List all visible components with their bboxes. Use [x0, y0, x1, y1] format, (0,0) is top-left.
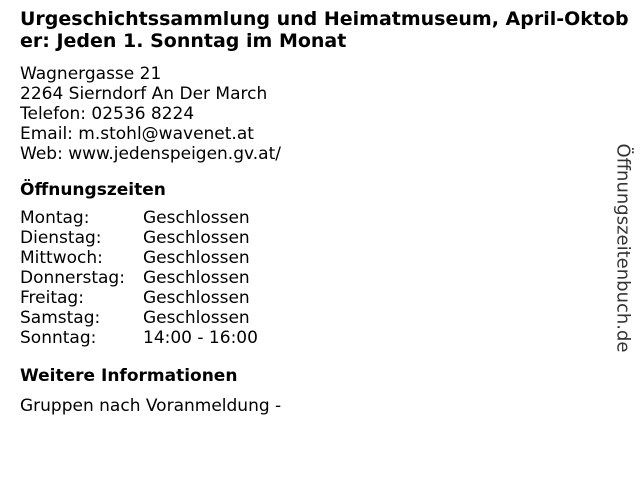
time-value: Geschlossen — [143, 308, 250, 328]
day-label: Freitag: — [20, 288, 84, 308]
contact-block — [20, 64, 632, 164]
day-label: Mittwoch: — [20, 248, 103, 268]
opening-hours-table — [20, 208, 632, 348]
hours-row-wednesday — [20, 248, 632, 268]
hours-row-thursday — [20, 268, 632, 288]
day-label: Samstag: — [20, 308, 101, 328]
opening-hours-heading: Öffnungszeiten — [20, 180, 166, 200]
city-address: 2264 Sierndorf An Der March — [20, 84, 268, 104]
time-value: Geschlossen — [143, 208, 250, 228]
business-card — [20, 8, 632, 416]
time-value: Geschlossen — [143, 228, 250, 248]
phone-number: Telefon: 02536 8224 — [20, 104, 195, 124]
hours-row-sunday — [20, 328, 632, 348]
hours-row-friday — [20, 288, 632, 308]
hours-row-monday — [20, 208, 632, 228]
day-label: Sonntag: — [20, 328, 97, 348]
time-value: Geschlossen — [143, 248, 250, 268]
day-label: Donnerstag: — [20, 268, 125, 288]
site-watermark: Öffnungszeitenbuch.de — [612, 143, 634, 353]
email-address: Email: m.stohl@wavenet.at — [20, 124, 254, 144]
time-value: 14:00 - 16:00 — [143, 328, 258, 348]
time-value: Geschlossen — [143, 268, 250, 288]
website: Web: www.jedenspeigen.gv.at/ — [20, 144, 281, 164]
hours-row-saturday — [20, 308, 632, 328]
time-value: Geschlossen — [143, 288, 250, 308]
page-title: Urgeschichtssammlung und Heimatmuseum, April-Oktober: Jeden 1. Sonntag im Monat — [20, 8, 629, 52]
further-info-heading: Weitere Informationen — [20, 366, 238, 386]
hours-row-tuesday — [20, 228, 632, 248]
day-label: Dienstag: — [20, 228, 102, 248]
further-info-text: Gruppen nach Voranmeldung - — [20, 396, 282, 416]
street-address: Wagnergasse 21 — [20, 64, 162, 84]
day-label: Montag: — [20, 208, 90, 228]
